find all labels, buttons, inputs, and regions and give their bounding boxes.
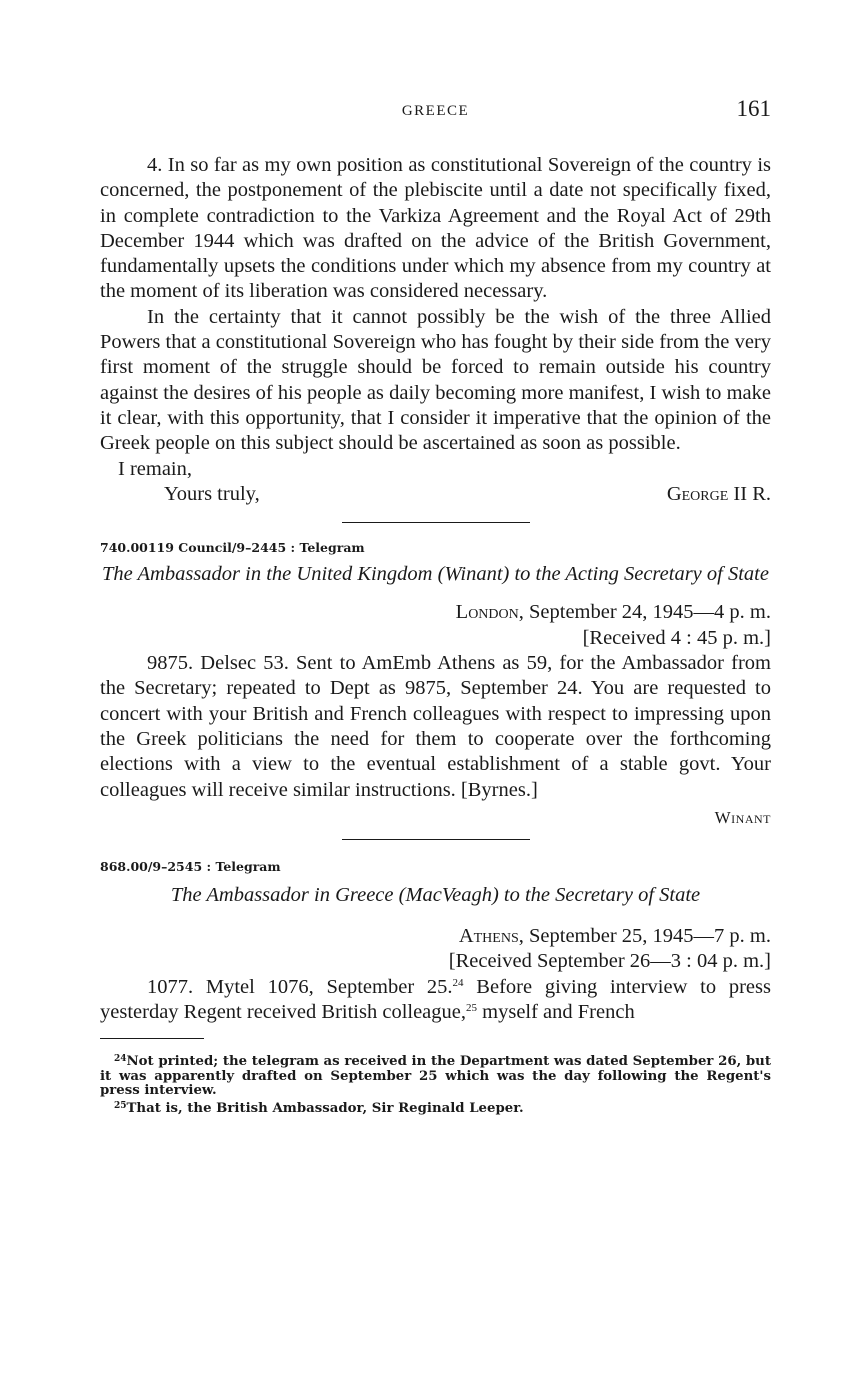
running-head: GREECE [401,103,470,119]
dateline [100,600,771,625]
document-page [100,96,771,1116]
letter-closing: I remain, [118,457,192,480]
footnote-mark: 24 [114,1054,127,1065]
footnote [100,1052,771,1099]
page-header [100,96,771,122]
file-reference: 868.00/9–2545 : Telegram [100,858,281,874]
page-number: 161 [736,96,771,121]
telegram-signature: Winant [714,807,771,827]
footnote-reference: 24 [452,976,464,989]
footnote-reference: 25 [466,1002,478,1015]
letter-signoff [100,482,771,507]
dateline-date: , September 24, 1945—4 p. m. [518,601,771,624]
dateline [100,924,771,949]
dateline-place: Athens [458,925,519,948]
footnote-divider [100,1038,204,1039]
letter-valediction: Yours truly, [164,482,260,505]
footnote-text: That is, the British Ambassador, Sir Reginald Leeper. [126,1100,524,1116]
footnote [100,1099,771,1117]
dateline-date: , September 25, 1945—7 p. m. [518,925,771,948]
letter-signature: George II R. [666,482,771,505]
footnote-text: Not printed; the telegram as received in the Department was dated September 26, but it was apparently drafted on September 25 which was the day following the Regent's press interview. [100,1054,771,1099]
received-line: [Received September 26—3 : 04 p. m.] [448,950,771,973]
footnote-mark: 25 [114,1100,127,1111]
dateline-place: London [455,601,519,624]
telegram-body-text: myself and French [477,1001,635,1024]
file-reference: 740.00119 Council/9–2445 : Telegram [100,540,365,556]
document-title: The Ambassador in the United Kingdom (Winant) to the Acting Secretary of State [102,563,769,586]
section-divider [342,522,530,523]
telegram-body-text: Before giving interview to press yesterday Regent received British colleague, [100,975,771,1024]
received-line: [Received 4 : 45 p. m.] [582,626,771,649]
telegram-body [100,975,771,1026]
letter-paragraph-4: 4. In so far as my own position as constitutional Sovereign of the country is concerned, the postponement of the plebiscite until a date not specifically fixed, in complete contradiction to the Varkiza Agreement and the Royal Act of 29th December 1944 which was drafted on the advice of the British Government, fundamentally upsets the conditions under which my absence from my country at the moment of its liberation was considered necessary. [100,154,771,303]
letter-paragraph-5: In the certainty that it cannot possibly be the wish of the three Allied Powers that a constitutional Sovereign who has fought by their side from the very first moment of the struggle should be forced to remain outside his country against the desires of his people as daily becoming more manifest, I wish to make it clear, with this opportunity, that I consider it imperative that the opinion of the Greek people on this subject should be ascertained as soon as possible. [100,305,771,455]
document-title: The Ambassador in Greece (MacVeagh) to the Secretary of State [170,883,701,906]
telegram-body: 9875. Delsec 53. Sent to AmEmb Athens as 59, for the Ambassador from the Secretary; repeated to Dept as 9875, September 24. You are requested to concert with your British and French colleagues with respect to impressing upon the Greek politicians the need for them to cooperate over the forthcoming elections with a view to the eventual establishment of a stable govt. Your colleagues will receive similar instructions. [Byrnes.] [100,652,771,801]
section-divider [342,839,530,840]
telegram-body-text: 1077. Mytel 1076, September 25. [147,975,453,998]
footnotes [100,1052,771,1116]
